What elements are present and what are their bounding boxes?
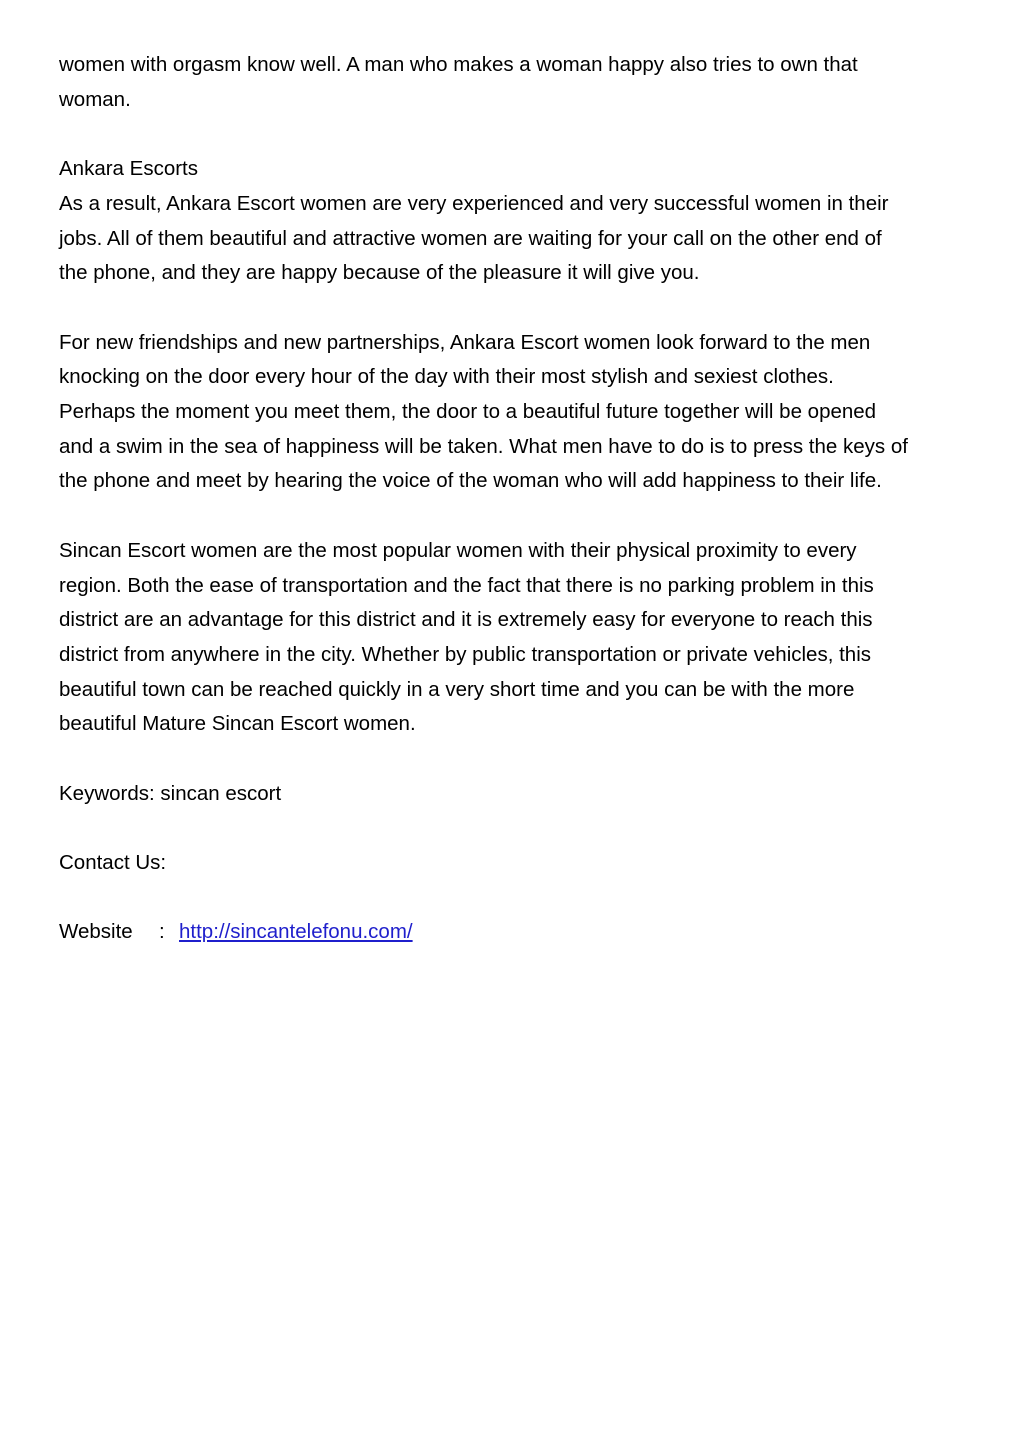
text-line: district are an advantage for this district and it is extremely easy for everyone to reach this — [59, 608, 873, 632]
friendships-paragraph — [59, 326, 969, 500]
text-line: knocking on the door every hour of the day with their most stylish and sexiest clothes. — [59, 365, 834, 389]
keywords-line — [59, 777, 969, 812]
document-page — [59, 48, 969, 985]
text-line: Perhaps the moment you meet them, the door to a beautiful future together will be opened — [59, 400, 877, 423]
ankara-section — [59, 152, 969, 291]
text-line: beautiful town can be reached quickly in a very short time and you can be with the more — [59, 677, 855, 701]
text-line: For new friendships and new partnerships, Ankara Escort women look forward to the men — [59, 330, 871, 354]
text-line: As a result, Ankara Escort women are very experienced and very successful women in their — [59, 191, 889, 215]
contact-heading — [59, 846, 969, 881]
section-heading: Ankara Escorts — [59, 157, 198, 181]
sincan-paragraph — [59, 534, 969, 742]
text-line: beautiful Mature Sincan Escort women. — [59, 712, 416, 736]
website-link[interactable]: http://sincantelefonu.com/ — [179, 920, 413, 944]
text-line: jobs. All of them beautiful and attractive women are waiting for your call on the other end of — [59, 226, 882, 250]
text-line: Sincan Escort women are the most popular women with their physical proximity to every — [59, 538, 857, 562]
contact-label: Contact Us: — [59, 851, 167, 875]
text-line: district from anywhere in the city. Whether by public transportation or private vehicles, this — [59, 642, 871, 666]
text-line: region. Both the ease of transportation and the fact that there is no parking problem in this — [59, 573, 874, 597]
text-line: women with orgasm know well. A man who makes a woman happy also tries to own that — [59, 53, 858, 76]
website-separator: : — [159, 920, 165, 944]
text-line: the phone, and they are happy because of the pleasure it will give you. — [59, 261, 700, 285]
website-label: Website — [59, 920, 133, 944]
text-line: woman. — [59, 87, 131, 111]
text-line: the phone and meet by hearing the voice of the woman who will add happiness to their life. — [59, 469, 882, 493]
intro-paragraph — [59, 48, 969, 117]
keywords-text: Keywords: sincan escort — [59, 781, 282, 805]
website-row — [59, 915, 969, 950]
text-line: and a swim in the sea of happiness will be taken. What men have to do is to press the keys of — [59, 434, 908, 458]
